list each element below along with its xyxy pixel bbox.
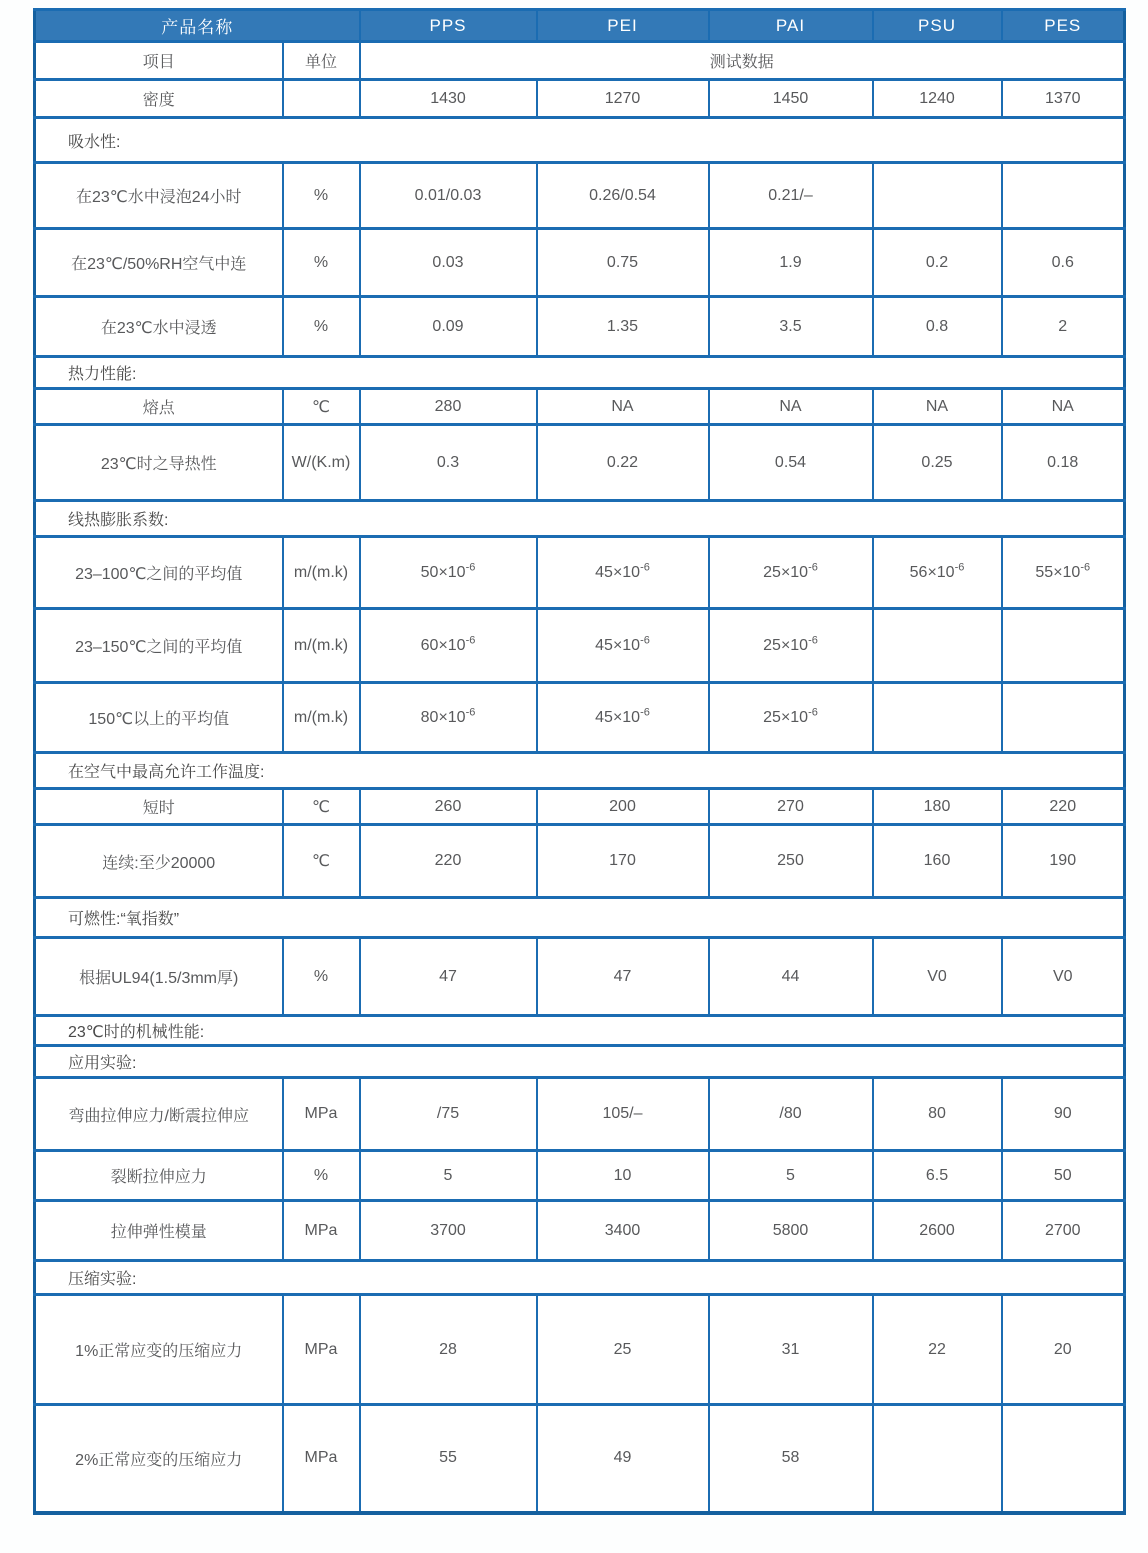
value-cell <box>537 609 709 683</box>
value-cell: 3400 <box>537 1201 709 1261</box>
value-base: 25×10 <box>763 563 809 581</box>
value-cell: 220 <box>360 825 537 898</box>
value-cell: 3700 <box>360 1201 537 1261</box>
value-cell <box>360 609 537 683</box>
column-header-pes: PES <box>1002 10 1125 42</box>
value-base: 55×10 <box>1035 563 1081 581</box>
value-cell <box>1002 163 1125 229</box>
value-cell: 28 <box>360 1295 537 1405</box>
value-cell: 1450 <box>709 80 873 118</box>
value-exponent: -6 <box>808 706 818 719</box>
value-exponent: -6 <box>465 706 476 719</box>
value-cell: 0.54 <box>709 425 873 501</box>
section-row-mechanical <box>35 1016 1125 1046</box>
value-cell: 55 <box>360 1405 537 1513</box>
value-cell: 49 <box>537 1405 709 1513</box>
table-row <box>35 1295 1125 1405</box>
table-row <box>35 609 1125 683</box>
value-cell: NA <box>1002 389 1125 425</box>
value-cell: 44 <box>709 938 873 1016</box>
value-cell: 160 <box>873 825 1002 898</box>
value-cell: 280 <box>360 389 537 425</box>
section-title: 热力性能: <box>35 357 1125 389</box>
value-cell: 80 <box>873 1078 1002 1151</box>
value-cell: 270 <box>709 789 873 825</box>
value-cell: /75 <box>360 1078 537 1151</box>
table-row <box>35 938 1125 1016</box>
table-row <box>35 789 1125 825</box>
value-cell: 58 <box>709 1405 873 1513</box>
value-cell: NA <box>873 389 1002 425</box>
row-label-cell: 弯曲拉伸应力/断震拉伸应 <box>35 1078 283 1151</box>
value-cell: 105/– <box>537 1078 709 1151</box>
table-row <box>35 1151 1125 1201</box>
value-base: 25×10 <box>763 636 809 654</box>
section-title: 可燃性:“氧指数” <box>35 898 1125 938</box>
value-cell: 47 <box>537 938 709 1016</box>
value-exponent: -6 <box>640 706 650 719</box>
section-title: 压缩实验: <box>35 1261 1125 1295</box>
table-row <box>35 683 1125 753</box>
section-title: 线热膨胀系数: <box>35 501 1125 537</box>
value-cell: 1370 <box>1002 80 1125 118</box>
value-base: 80×10 <box>420 708 466 726</box>
value-base: 60×10 <box>420 636 466 654</box>
value-cell <box>1002 609 1125 683</box>
row-label-cell: 1%正常应变的压缩应力 <box>35 1295 283 1405</box>
section-row-water-absorption <box>35 118 1125 163</box>
value-cell: V0 <box>1002 938 1125 1016</box>
test-data-label-cell: 测试数据 <box>360 42 1125 80</box>
unit-cell <box>283 80 360 118</box>
unit-cell: W/(K.m) <box>283 425 360 501</box>
unit-cell: % <box>283 938 360 1016</box>
row-label-cell: 熔点 <box>35 389 283 425</box>
row-label-cell: 150℃以上的平均值 <box>35 683 283 753</box>
unit-cell: MPa <box>283 1405 360 1513</box>
value-cell <box>1002 1405 1125 1513</box>
value-cell: 0.25 <box>873 425 1002 501</box>
value-base: 25×10 <box>763 708 809 726</box>
unit-cell: % <box>283 297 360 357</box>
value-exponent: -6 <box>808 561 818 574</box>
value-cell: 90 <box>1002 1078 1125 1151</box>
value-cell: 0.03 <box>360 229 537 297</box>
value-cell: 5 <box>709 1151 873 1201</box>
value-cell: 1.35 <box>537 297 709 357</box>
value-cell: 1.9 <box>709 229 873 297</box>
unit-cell: ℃ <box>283 789 360 825</box>
value-cell <box>537 537 709 609</box>
table-row <box>35 389 1125 425</box>
table-header-row <box>35 10 1125 42</box>
value-cell: 170 <box>537 825 709 898</box>
table-row <box>35 825 1125 898</box>
value-exponent: -6 <box>1080 561 1091 574</box>
value-cell: 25 <box>537 1295 709 1405</box>
row-label-cell: 拉伸弹性模量 <box>35 1201 283 1261</box>
value-cell <box>873 1405 1002 1513</box>
table-row <box>35 297 1125 357</box>
value-cell: NA <box>537 389 709 425</box>
value-cell: 50 <box>1002 1151 1125 1201</box>
value-cell: 5800 <box>709 1201 873 1261</box>
value-cell: 0.22 <box>537 425 709 501</box>
value-cell: 2700 <box>1002 1201 1125 1261</box>
value-cell <box>709 683 873 753</box>
section-row-compression-test <box>35 1261 1125 1295</box>
value-cell <box>709 537 873 609</box>
unit-cell: m/(m.k) <box>283 537 360 609</box>
row-label-cell: 在23℃/50%RH空气中连 <box>35 229 283 297</box>
value-cell: 3.5 <box>709 297 873 357</box>
value-exponent: -6 <box>465 634 476 647</box>
value-cell: 0.21/– <box>709 163 873 229</box>
section-title: 23℃时的机械性能: <box>35 1016 1125 1046</box>
value-cell <box>873 537 1002 609</box>
unit-cell: % <box>283 163 360 229</box>
table-row <box>35 1405 1125 1513</box>
row-label-cell: 短时 <box>35 789 283 825</box>
value-cell: 0.3 <box>360 425 537 501</box>
value-cell <box>873 683 1002 753</box>
value-exponent: -6 <box>808 634 818 647</box>
value-cell <box>537 683 709 753</box>
value-cell: 0.2 <box>873 229 1002 297</box>
row-label-cell: 根据UL94(1.5/3mm厚) <box>35 938 283 1016</box>
item-label-cell: 项目 <box>35 42 283 80</box>
table-row <box>35 1078 1125 1151</box>
value-cell: 47 <box>360 938 537 1016</box>
value-exponent: -6 <box>640 561 650 574</box>
row-label-cell: 23–150℃之间的平均值 <box>35 609 283 683</box>
value-cell: 2 <box>1002 297 1125 357</box>
table-row <box>35 229 1125 297</box>
unit-cell: ℃ <box>283 825 360 898</box>
value-base: 56×10 <box>909 563 955 581</box>
value-base: 50×10 <box>420 563 466 581</box>
value-cell: NA <box>709 389 873 425</box>
value-cell: 250 <box>709 825 873 898</box>
column-header-pps: PPS <box>360 10 537 42</box>
row-label-cell: 连续:至少20000 <box>35 825 283 898</box>
section-row-max-temp <box>35 753 1125 789</box>
unit-cell: m/(m.k) <box>283 683 360 753</box>
value-cell: 0.09 <box>360 297 537 357</box>
section-row-flammability <box>35 898 1125 938</box>
value-cell: 22 <box>873 1295 1002 1405</box>
product-name-header: 产品名称 <box>35 10 360 42</box>
subheader-row <box>35 42 1125 80</box>
value-cell: 180 <box>873 789 1002 825</box>
value-cell: 10 <box>537 1151 709 1201</box>
row-label-cell: 裂断拉伸应力 <box>35 1151 283 1201</box>
value-cell: 20 <box>1002 1295 1125 1405</box>
value-cell: 1270 <box>537 80 709 118</box>
value-cell <box>1002 537 1125 609</box>
section-row-thermal <box>35 357 1125 389</box>
value-cell: 0.75 <box>537 229 709 297</box>
value-cell: 0.26/0.54 <box>537 163 709 229</box>
value-cell: /80 <box>709 1078 873 1151</box>
unit-cell: ℃ <box>283 389 360 425</box>
value-base: 45×10 <box>595 708 641 726</box>
value-cell: 2600 <box>873 1201 1002 1261</box>
value-cell <box>709 609 873 683</box>
value-base: 45×10 <box>595 636 641 654</box>
row-label-cell: 在23℃水中浸透 <box>35 297 283 357</box>
value-cell <box>873 163 1002 229</box>
value-exponent: -6 <box>640 634 650 647</box>
unit-label-cell: 单位 <box>283 42 360 80</box>
value-exponent: -6 <box>954 561 965 574</box>
value-cell: 0.18 <box>1002 425 1125 501</box>
section-title: 应用实验: <box>35 1046 1125 1078</box>
column-header-psu: PSU <box>873 10 1002 42</box>
value-cell: 0.01/0.03 <box>360 163 537 229</box>
value-cell: 220 <box>1002 789 1125 825</box>
row-label-cell: 在23℃水中浸泡24小时 <box>35 163 283 229</box>
value-cell: 31 <box>709 1295 873 1405</box>
unit-cell: MPa <box>283 1078 360 1151</box>
table-row <box>35 1201 1125 1261</box>
unit-cell: MPa <box>283 1201 360 1261</box>
value-cell <box>360 683 537 753</box>
value-cell: 200 <box>537 789 709 825</box>
section-title: 在空气中最高允许工作温度: <box>35 753 1125 789</box>
column-header-pei: PEI <box>537 10 709 42</box>
section-title: 吸水性: <box>35 118 1125 163</box>
value-exponent: -6 <box>465 561 476 574</box>
unit-cell: MPa <box>283 1295 360 1405</box>
table-row <box>35 163 1125 229</box>
column-header-pai: PAI <box>709 10 873 42</box>
table-row-density <box>35 80 1125 118</box>
value-cell: 6.5 <box>873 1151 1002 1201</box>
row-label-cell: 密度 <box>35 80 283 118</box>
value-cell: 1240 <box>873 80 1002 118</box>
section-row-expansion <box>35 501 1125 537</box>
row-label-cell: 2%正常应变的压缩应力 <box>35 1405 283 1513</box>
value-cell <box>360 537 537 609</box>
unit-cell: m/(m.k) <box>283 609 360 683</box>
value-cell: 0.6 <box>1002 229 1125 297</box>
row-label-cell: 23–100℃之间的平均值 <box>35 537 283 609</box>
value-cell: 190 <box>1002 825 1125 898</box>
table-row <box>35 425 1125 501</box>
value-cell: 5 <box>360 1151 537 1201</box>
value-cell: 1430 <box>360 80 537 118</box>
value-cell <box>873 609 1002 683</box>
value-cell: 0.8 <box>873 297 1002 357</box>
value-base: 45×10 <box>595 563 641 581</box>
value-cell: 260 <box>360 789 537 825</box>
value-cell: V0 <box>873 938 1002 1016</box>
section-row-application-test <box>35 1046 1125 1078</box>
unit-cell: % <box>283 229 360 297</box>
value-cell <box>1002 683 1125 753</box>
row-label-cell: 23℃时之导热性 <box>35 425 283 501</box>
table-row <box>35 537 1125 609</box>
unit-cell: % <box>283 1151 360 1201</box>
material-properties-table <box>33 8 1126 1515</box>
